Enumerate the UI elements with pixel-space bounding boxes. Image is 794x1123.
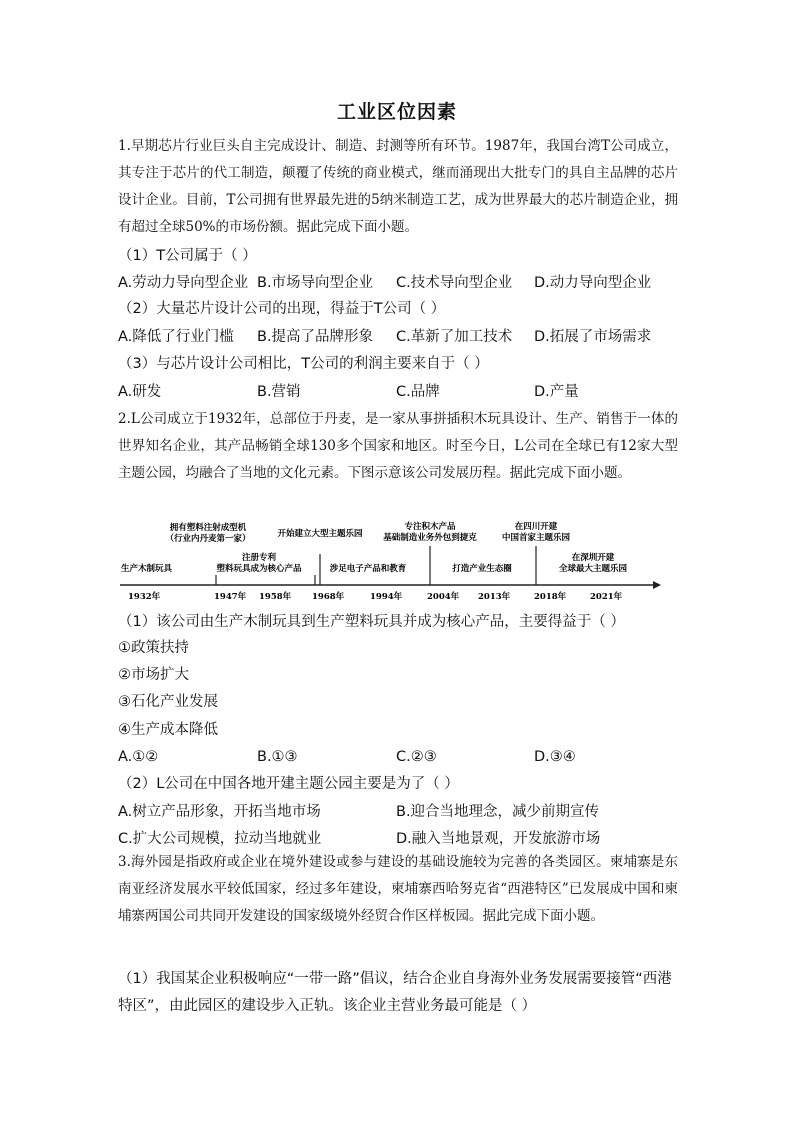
q1-sub2-option-c[interactable]: C.革新了加工技术 — [396, 329, 513, 345]
q1-sub1-option-d[interactable]: D.动力导向型企业 — [534, 275, 652, 291]
q2-sub1-item-4: ④生产成本降低 — [118, 722, 218, 738]
q2-sub2-option-a[interactable]: A.树立产品形象，开拓当地市场 — [118, 804, 321, 820]
q2-sub1-question: （1）该公司由生产木制玩具到生产塑料玩具并成为核心产品，主要得益于（ ） — [118, 614, 625, 630]
timeline-year-2018: 2018年 — [534, 592, 567, 602]
timeline-top-label-4: 专注积木产品 — [404, 522, 456, 532]
q2-sub1-item-3: ③石化产业发展 — [118, 694, 218, 710]
timeline-event-largest-park: 全球最大主题乐园 — [558, 564, 628, 574]
q1-sub2-option-b[interactable]: B.提高了品牌形象 — [257, 329, 374, 345]
q2-sub1-item-2: ②市场扩大 — [118, 667, 189, 683]
q1-sub1-option-b[interactable]: B.市场导向型企业 — [257, 275, 374, 291]
q1-sub3-option-b[interactable]: B.营销 — [257, 384, 301, 400]
q1-sub1-option-a[interactable]: A.劳动力导向型企业 — [118, 275, 249, 291]
page-title: 工业区位因素 — [336, 101, 457, 123]
q1-sub3-question: （3）与芯片设计公司相比，T公司的利润主要来自于（ ） — [118, 356, 489, 372]
q1-sub3-option-d[interactable]: D.产量 — [534, 384, 579, 400]
q1-sub2-option-a[interactable]: A.降低了行业门槛 — [118, 329, 234, 345]
q2-sub1-item-1: ①政策扶持 — [118, 640, 189, 656]
timeline-year-1932: 1932年 — [128, 592, 161, 602]
timeline-year-1958: 1958年 — [259, 592, 292, 602]
timeline-top-label-3: 开始建立大型主题乐园 — [277, 529, 363, 539]
q1-sub3-option-c[interactable]: C.品牌 — [396, 384, 440, 400]
q2-sub1-option-d[interactable]: D.③④ — [534, 749, 576, 765]
q3-stem: 3.海外园是指政府或企业在境外建设或参与建设的基础设施较为完善的各类园区。柬埔寨是东南亚经济发展水平较低国家，经过多年建设，柬埔寨西哈努克省“西港特区”已发展成中国和柬埔寨两国公司共同开发建设的国家级境外经贸合作区样板园。据此完成下面小题。 — [118, 854, 678, 924]
timeline-event-plastic-core: 塑料玩具成为核心产品 — [216, 564, 302, 574]
timeline-top-label-2: （行业内丹麦第一家） — [165, 534, 251, 544]
q3-sub1-question: （1）我国某企业积极响应“一带一路”倡议，结合企业自身海外业务发展需要接管“西港特区”，由此园区的建设步入正轨。该企业主营业务最可能是（ ） — [118, 971, 672, 1014]
q2-sub2-option-c[interactable]: C.扩大公司规模，拉动当地就业 — [118, 831, 322, 847]
q2-sub1-option-b[interactable]: B.①③ — [257, 749, 298, 765]
q2-stem: 2.L公司成立于1932年，总部位于丹麦，是一家从事拼插积木玩具设计、生产、销售于一体的世界知名企业，其产品畅销全球130多个国家和地区。时至今日，L公司在全球已有12家大型主题公园，均融合了当地的文化元素。下图示意该公司发展历程。据此完成下面小题。 — [118, 411, 678, 481]
q1-sub1-question: （1）T公司属于（ ） — [118, 248, 257, 264]
timeline-event-ecosystem: 打造产业生态圈 — [452, 564, 512, 574]
q2-sub1-option-a[interactable]: A.①② — [118, 749, 159, 765]
q2-sub2-option-b[interactable]: B.迎合当地理念，减少前期宣传 — [396, 804, 600, 820]
q2-sub2-question: （2）L公司在中国各地开建主题公园主要是为了（ ） — [118, 776, 459, 792]
timeline-event-shenzhen: 在深圳开建 — [571, 553, 615, 563]
q1-sub1-option-c[interactable]: C.技术导向型企业 — [396, 275, 513, 291]
timeline-event-patent: 注册专利 — [241, 553, 277, 563]
timeline-axis-arrow — [653, 581, 661, 589]
q2-sub1-option-c[interactable]: C.②③ — [396, 749, 437, 765]
q2-sub2-option-d[interactable]: D.融入当地景观，开发旅游市场 — [396, 831, 601, 847]
q1-sub2-question: （2）大量芯片设计公司的出现，得益于T公司（ ） — [118, 301, 446, 317]
timeline-year-1947: 1947年 — [214, 592, 247, 602]
timeline-event-electronics: 涉足电子产品和教育 — [329, 564, 407, 574]
timeline-top-label-6: 在四川开建 — [514, 522, 558, 532]
timeline-year-2004: 2004年 — [427, 592, 460, 602]
timeline-top-label-5: 基础制造业务外包到捷克 — [383, 533, 477, 543]
timeline-year-2013: 2013年 — [478, 592, 511, 602]
timeline-year-2021: 2021年 — [590, 592, 623, 602]
timeline-event-wood-toys: 生产木制玩具 — [121, 564, 173, 574]
q1-stem: 1.早期芯片行业巨头自主完成设计、制造、封测等所有环节。1987年，我国台湾T公司成立，其专注于芯片的代工制造，颠覆了传统的商业模式，继而涌现出大批专门的具自主品牌的芯片设计企业。目前，T公司拥有世界最先进的5纳米制造工艺，成为世界最大的芯片制造企业，拥有超过全球50%的市场份额。据此完成下面小题。 — [118, 138, 678, 235]
company-timeline-figure — [118, 516, 663, 604]
q1-sub3-option-a[interactable]: A.研发 — [118, 384, 162, 400]
q1-sub2-option-d[interactable]: D.拓展了市场需求 — [534, 329, 652, 345]
timeline-year-1968: 1968年 — [312, 592, 345, 602]
timeline-top-label-1: 拥有塑料注射成型机 — [169, 523, 247, 533]
timeline-top-label-7: 中国首家主题乐园 — [501, 533, 571, 543]
timeline-year-1994: 1994年 — [370, 592, 403, 602]
